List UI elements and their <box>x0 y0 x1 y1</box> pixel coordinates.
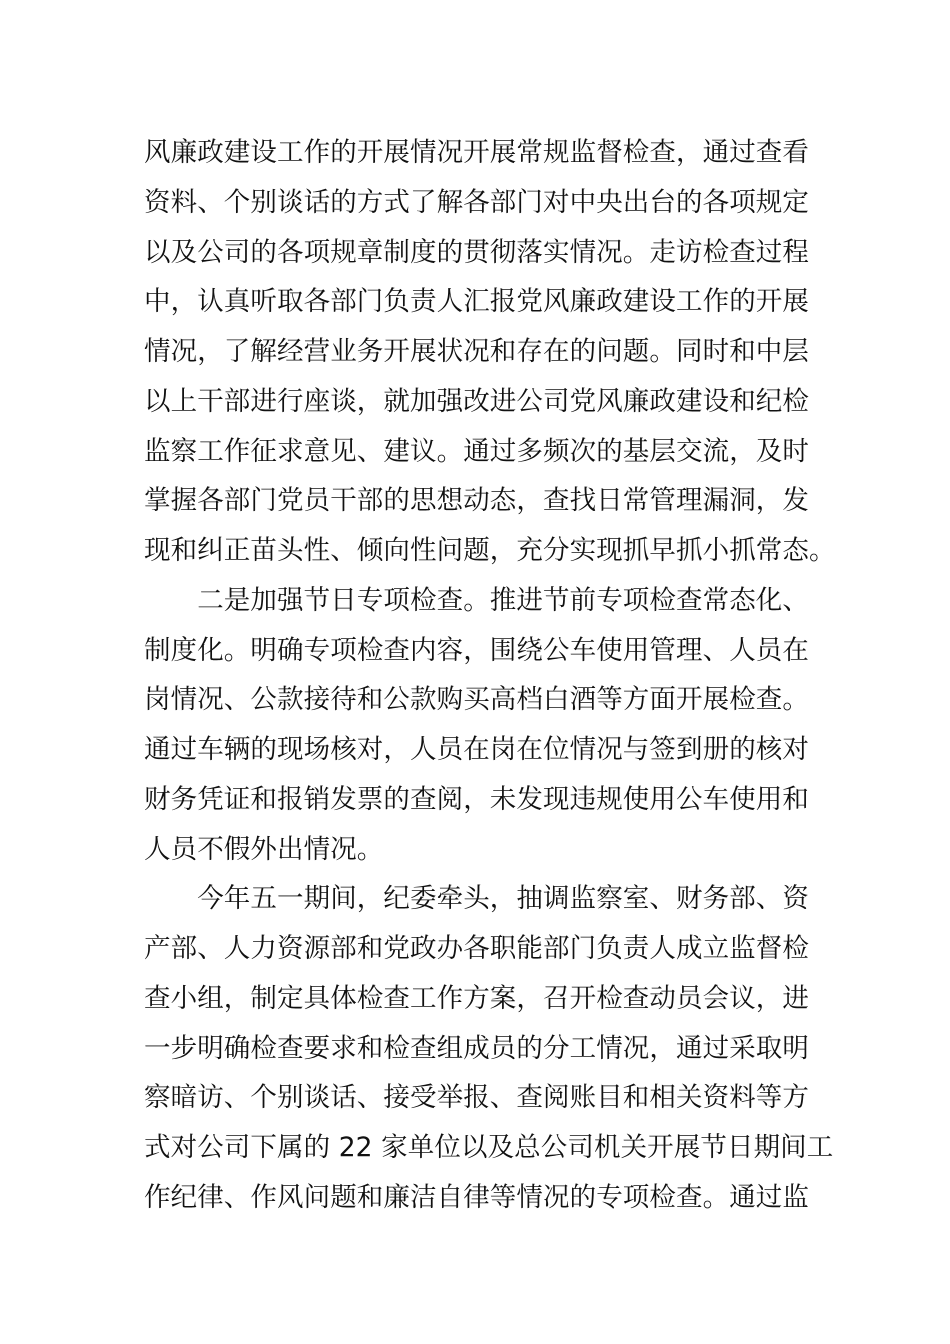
text-line: 察暗访、个别谈话、接受举报、查阅账目和相关资料等方 <box>144 1082 809 1114</box>
text-line: 中，认真听取各部门负责人汇报党风廉政建设工作的开展 <box>144 286 809 318</box>
text-line: 岗情况、公款接待和公款购买高档白酒等方面开展检查。 <box>144 684 809 716</box>
text-line: 人员不假外出情况。 <box>144 833 384 865</box>
text-line: 通过车辆的现场核对，人员在岗在位情况与签到册的核对 <box>144 734 809 765</box>
text-line: 监察工作征求意见、建议。通过多频次的基层交流，及时 <box>144 435 809 467</box>
document-body <box>144 128 836 1223</box>
text-line: 今年五一期间，纪委牵头，抽调监察室、财务部、资 <box>144 883 809 915</box>
text-line: 作纪律、作风问题和廉洁自律等情况的专项检查。通过监 <box>144 1181 809 1213</box>
text-line: 掌握各部门党员干部的思想动态，查找日常管理漏洞，发 <box>144 485 809 517</box>
text-line: 财务凭证和报销发票的查阅，未发现违规使用公车使用和 <box>144 783 809 815</box>
text-line: 资料、个别谈话的方式了解各部门对中央出台的各项规定 <box>144 186 809 218</box>
text-line: 产部、人力资源部和党政办各职能部门负责人成立监督检 <box>144 933 809 964</box>
text-line: 一步明确检查要求和检查组成员的分工情况，通过采取明 <box>144 1032 809 1064</box>
text-line: 风廉政建设工作的开展情况开展常规监督检查，通过查看 <box>144 137 809 168</box>
text-line: 现和纠正苗头性、倾向性问题，充分实现抓早抓小抓常态。 <box>144 535 836 566</box>
paragraph-supervision-inspection <box>144 128 836 576</box>
text-line: 以上干部进行座谈，就加强改进公司党风廉政建设和纪检 <box>144 385 809 417</box>
text-line: 以及公司的各项规章制度的贯彻落实情况。走访检查过程 <box>144 236 809 268</box>
text-line: 查小组，制定具体检查工作方案，召开检查动员会议，进 <box>144 982 809 1014</box>
text-line: 二是加强节日专项检查。推进节前专项检查常态化、 <box>144 584 809 616</box>
text-line: 情况，了解经营业务开展状况和存在的问题。同时和中层 <box>144 336 809 367</box>
paragraph-holiday-inspection <box>144 576 808 875</box>
paragraph-may-day-inspection <box>144 874 834 1222</box>
text-line: 制度化。明确专项检查内容，围绕公车使用管理、人员在 <box>144 634 809 666</box>
text-line: 式对公司下属的 22 家单位以及总公司机关开展节日期间工 <box>144 1132 834 1163</box>
